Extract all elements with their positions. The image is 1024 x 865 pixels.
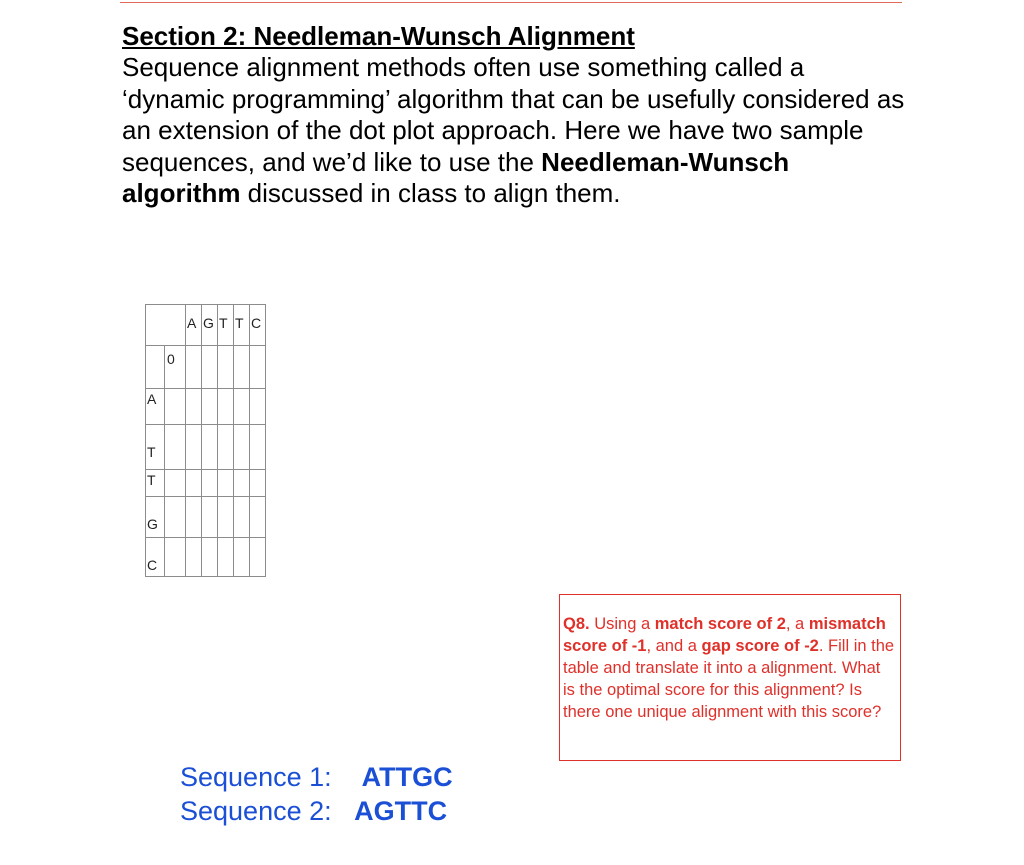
table-cell: [250, 538, 266, 577]
table-row-3: [146, 470, 266, 497]
table-cell: [250, 470, 266, 497]
table-cell: [186, 346, 202, 389]
table-cell: [165, 470, 186, 497]
row-label-1: A: [146, 389, 165, 425]
match-score: match score of 2: [654, 615, 786, 633]
table-cell: [165, 389, 186, 425]
dp-table: [145, 304, 266, 577]
table-cell: [234, 425, 250, 470]
col-header-1: A: [186, 305, 202, 346]
table-cell: [202, 470, 218, 497]
sequence-1-value: ATTGC: [361, 762, 453, 792]
table-cell: [218, 346, 234, 389]
section-title: Section 2: Needleman-Wunsch Alignment: [122, 21, 635, 51]
sequence-1-line: [180, 760, 453, 794]
table-cell: [186, 538, 202, 577]
row-label-4: G: [146, 497, 165, 538]
table-cell: [234, 538, 250, 577]
table-cell: [202, 497, 218, 538]
table-cell: [250, 497, 266, 538]
table-cell: [234, 470, 250, 497]
col-header-5: C: [250, 305, 266, 346]
table-cell: [202, 425, 218, 470]
question-number: Q8.: [563, 615, 590, 633]
table-row-2: [146, 425, 266, 470]
table-cell: [165, 538, 186, 577]
table-cell: [234, 497, 250, 538]
question-text-4: . Fill in the table and translate it into a alignment. What is the optimal score for this alignment? Is there one unique alignment with this score?: [563, 637, 895, 721]
section-2: [122, 20, 912, 210]
question-text-2: , a: [785, 615, 809, 633]
col-header-4: T: [234, 305, 250, 346]
question-box: [559, 594, 901, 761]
table-header-row: [146, 305, 266, 346]
table-cell: [202, 389, 218, 425]
sequence-1-label: Sequence 1:: [180, 762, 332, 792]
question-text-3: , and a: [646, 637, 702, 655]
table-cell: [186, 470, 202, 497]
sequences-block: [180, 760, 453, 828]
intro-text-2: discussed in class to align them.: [240, 178, 621, 208]
sequence-2-value: AGTTC: [354, 796, 448, 826]
table-cell: [218, 538, 234, 577]
table-row-1: [146, 389, 266, 425]
col-header-2: G: [202, 305, 218, 346]
origin-label-cell: [146, 346, 165, 389]
table-cell: [165, 425, 186, 470]
row-label-5: C: [146, 538, 165, 577]
table-row-origin: [146, 346, 266, 389]
table-cell: [250, 425, 266, 470]
row-label-2: T: [146, 425, 165, 470]
table-cell: [186, 497, 202, 538]
sequence-2-line: [180, 794, 453, 828]
table-cell: [202, 346, 218, 389]
sequence-2-label: Sequence 2:: [180, 796, 332, 826]
question-text-1: Using a: [589, 615, 655, 633]
table-cell: [218, 389, 234, 425]
gap-score: gap score of -2: [701, 637, 819, 655]
top-divider: [120, 2, 902, 3]
col-header-3: T: [218, 305, 234, 346]
table-cell: [250, 346, 266, 389]
table-cell: [218, 470, 234, 497]
mismatch-score: mismatch score of -1: [563, 615, 886, 655]
table-cell: [202, 538, 218, 577]
table-cell: [234, 346, 250, 389]
intro-text-1: Sequence alignment methods often use something called a ‘dynamic programming’ algorithm that can be usefully considered as an extension of the dot plot approach. Here we have two sample sequences, and we’d like to use the: [122, 52, 905, 177]
intro-bold-algorithm: Needleman-Wunsch algorithm: [122, 146, 790, 208]
table-row-4: [146, 497, 266, 538]
row-label-3: T: [146, 470, 165, 497]
table-cell: [234, 389, 250, 425]
intro-paragraph: [122, 52, 912, 210]
table-cell: [250, 389, 266, 425]
table-cell: [186, 425, 202, 470]
table-cell: [186, 389, 202, 425]
table-corner-cell: [146, 305, 186, 346]
table-row-5: [146, 538, 266, 577]
origin-cell: 0: [165, 346, 186, 389]
table-cell: [218, 425, 234, 470]
table-cell: [165, 497, 186, 538]
table-cell: [218, 497, 234, 538]
